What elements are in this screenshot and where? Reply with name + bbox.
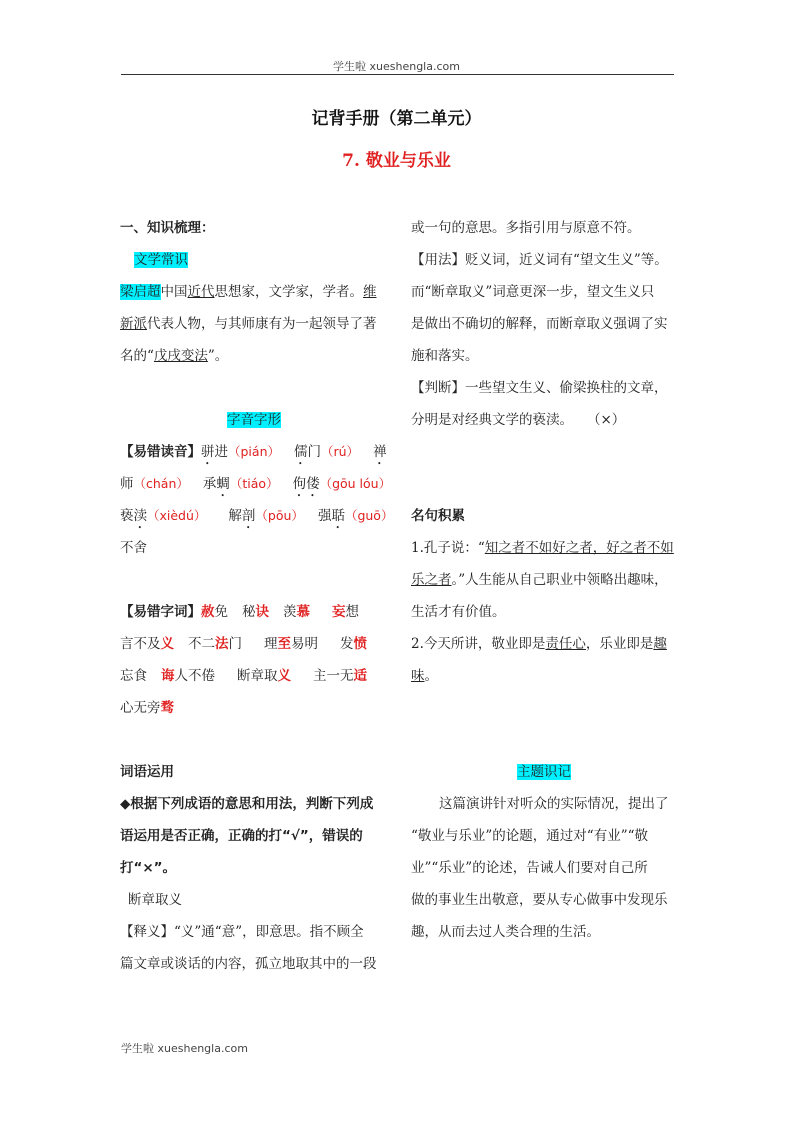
usage-line-2: 而“断章取义”词意更深一步，望文生义只 — [411, 284, 655, 300]
usage-line-3: 是做出不确切的解释，而断章取义强调了实 — [411, 316, 668, 332]
lit-line-3: 名的“戊戌变法”。 — [120, 348, 229, 364]
page-title: 记背手册（第二单元） — [311, 109, 482, 129]
page-footer: 学生啦 xueshengla.com — [121, 1042, 248, 1055]
sentence-line-4: 2.今天所讲，敬业即是责任心，乐业即是趣 — [411, 636, 667, 652]
err-line-4: 心无旁骛 — [120, 700, 174, 716]
meaning-line-2: 篇文章或谈话的内容，孤立地取其中的一段 — [120, 956, 377, 972]
usage-question-1: ◆根据下列成语的意思和用法，判断下列成 — [120, 796, 374, 812]
judge-line-1: 【判断】一些望文生义、偷梁换柱的文章， — [411, 380, 668, 396]
left-column — [120, 212, 394, 980]
section-heading: 一、知识梳理： — [120, 220, 215, 236]
pron-line-1: 【易错读音】骈进（pián） 儒门（rú） 禅 — [120, 444, 387, 460]
err-line-3: 忘食 诲人不倦 断章取义 主一无适 — [120, 668, 367, 684]
err-line-2: 言不及义 不二法门 理至易明 发愤 — [120, 636, 367, 652]
sentences-title: 名句积累 — [411, 508, 465, 524]
lit-tag: 文学常识 — [134, 252, 188, 268]
meaning-line-1: 【释义】“义”通“意”，即意思。指不顾全 — [120, 924, 364, 940]
right-column — [411, 212, 677, 948]
theme-line-4: 做的事业生出敬意，要从专心做事中发现乐 — [411, 892, 668, 908]
lesson-title: 7. 敬业与乐业 — [342, 151, 451, 171]
lit-line-1: 梁启超中国近代思想家，文学家，学者。维 — [120, 284, 377, 300]
usage-title: 词语运用 — [120, 764, 174, 780]
err-line-1: 【易错字词】赦免 秘诀 羡慕 妄想 — [120, 604, 359, 620]
lit-line-2: 新派代表人物，与其师康有为一起领导了著 — [120, 316, 377, 332]
pron-line-3: 亵渎（xièdú） 解剖（pōu） 强聒（guō） — [120, 508, 394, 524]
theme-tag: 主题识记 — [517, 764, 571, 780]
page-header: 学生啦 xueshengla.com — [333, 60, 460, 73]
judge-line-2: 分明是对经典文学的亵渎。 （×） — [411, 412, 626, 428]
sentence-line-5: 味。 — [411, 668, 438, 684]
usage-question-3: 打“×”。 — [120, 860, 177, 876]
sentence-line-1: 1.孔子说：“知之者不如好之者，好之者不如 — [411, 540, 674, 556]
sentence-line-3: 生活才有价值。 — [411, 604, 506, 620]
theme-line-2: “敬业与乐业”的论题，通过对“有业”“敬 — [411, 828, 649, 844]
usage-line-4: 施和落实。 — [411, 348, 479, 364]
theme-line-1: 这篇演讲针对听众的实际情况，提出了 — [439, 796, 669, 812]
theme-line-5: 趣，从而去过人类合理的生活。 — [411, 924, 600, 940]
header-rule — [121, 74, 674, 75]
pron-tag: 字音字形 — [227, 412, 281, 428]
theme-line-3: 业”“乐业”的论述，告诫人们要对自己所 — [411, 860, 648, 876]
idiom: 断章取义 — [128, 892, 182, 908]
usage-line-1: 【用法】贬义词，近义词有“望文生义”等。 — [411, 252, 668, 268]
pron-line-2: 师（chán） 承蜩（tiáo） 佝偻（gōu lóu） — [120, 476, 392, 492]
sentence-line-2: 乐之者。”人生能从自己职业中领略出趣味， — [411, 572, 668, 588]
meaning-line-3: 或一句的意思。多指引用与原意不符。 — [411, 220, 641, 236]
usage-question-2: 语运用是否正确，正确的打“√”，错误的 — [120, 828, 363, 844]
pron-line-4: 不舍 — [120, 540, 147, 556]
